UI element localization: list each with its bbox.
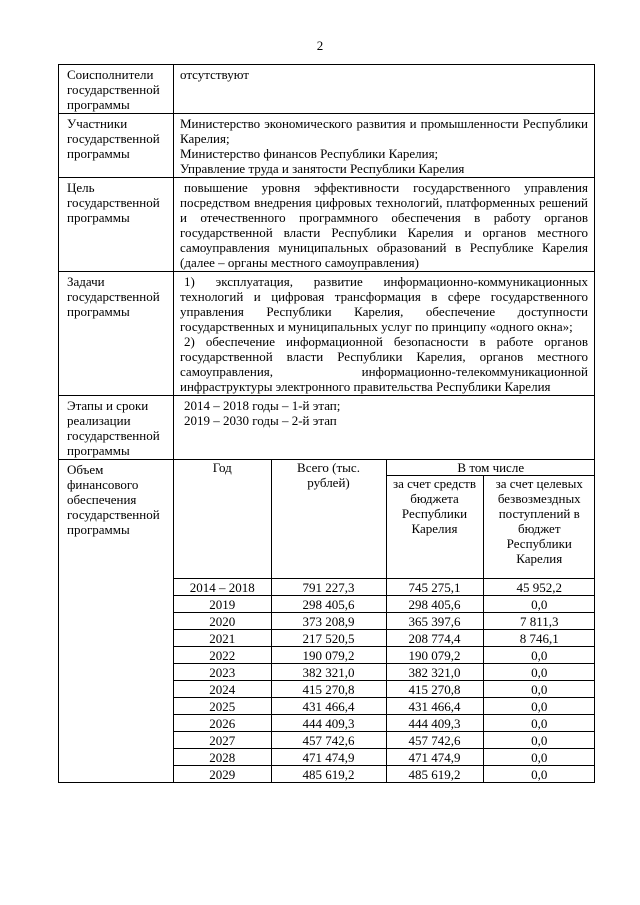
- tasks-row: [59, 272, 595, 396]
- co-executors-value: отсутствуют: [174, 65, 595, 114]
- header-total: Всего (тыс. рублей): [271, 460, 386, 579]
- cell-gratuitous: 0,0: [483, 681, 595, 698]
- tasks-value: [174, 272, 595, 396]
- task-item: 1) эксплуатация, развитие информационно-коммуникационных технологий и цифровая трансформация в сфере государственного управления Республики Карелия, обеспечение доступности государственных и муниципальных услуг по принципу «одного окна»;: [180, 274, 588, 334]
- finance-data-row: [174, 715, 595, 732]
- cell-gratuitous: 0,0: [483, 596, 595, 613]
- cell-gratuitous: 0,0: [483, 732, 595, 749]
- cell-total: 298 405,6: [271, 596, 386, 613]
- cell-year: 2026: [174, 715, 271, 732]
- finance-data-row: [174, 596, 595, 613]
- cell-year: 2019: [174, 596, 271, 613]
- cell-gratuitous: 0,0: [483, 647, 595, 664]
- goal-row: [59, 178, 595, 272]
- cell-gratuitous: 0,0: [483, 715, 595, 732]
- finance-data-row: [174, 681, 595, 698]
- cell-budget: 471 474,9: [386, 749, 483, 766]
- cell-year: 2023: [174, 664, 271, 681]
- stages-row: [59, 396, 595, 460]
- finance-table: [174, 460, 595, 782]
- cell-budget: 365 397,6: [386, 613, 483, 630]
- stages-value: [174, 396, 595, 460]
- task-item: 2) обеспечение информационной безопасности в работе органов государственной власти Республики Карелия, органов местного самоуправления, информационно-телекоммуникационной инфраструктуры электронного правительства Республики Карелия: [180, 334, 588, 394]
- cell-budget: 190 079,2: [386, 647, 483, 664]
- header-year: Год: [174, 460, 271, 579]
- stage-item: 2019 – 2030 годы – 2-й этап: [184, 413, 337, 428]
- cell-year: 2020: [174, 613, 271, 630]
- finance-data-row: [174, 613, 595, 630]
- stages-label: Этапы и сроки реализации государственной программы: [59, 396, 174, 460]
- header-gratuitous: за счет целевых безвозмездных поступлений в бюджет Республики Карелия: [483, 476, 595, 579]
- header-budget: за счет средств бюджета Республики Карелия: [386, 476, 483, 579]
- goal-value: [174, 178, 595, 272]
- cell-budget: 382 321,0: [386, 664, 483, 681]
- participants-value: [174, 114, 595, 178]
- cell-total: 190 079,2: [271, 647, 386, 664]
- cell-year: 2021: [174, 630, 271, 647]
- cell-total: 471 474,9: [271, 749, 386, 766]
- cell-year: 2014 – 2018: [174, 579, 271, 596]
- participants-label: Участники государственной программы: [59, 114, 174, 178]
- cell-budget: 745 275,1: [386, 579, 483, 596]
- finance-data-row: [174, 766, 595, 783]
- cell-gratuitous: 7 811,3: [483, 613, 595, 630]
- cell-budget: 444 409,3: [386, 715, 483, 732]
- cell-year: 2027: [174, 732, 271, 749]
- cell-total: 485 619,2: [271, 766, 386, 783]
- cell-year: 2024: [174, 681, 271, 698]
- cell-total: 415 270,8: [271, 681, 386, 698]
- finance-data-row: [174, 579, 595, 596]
- co-executors-row: [59, 65, 595, 114]
- page-number: 2: [316, 38, 324, 53]
- participant-item: Министерство экономического развития и промышленности Республики Карелия;: [180, 116, 588, 146]
- finance-label: Объем финансового обеспечения государственной программы: [59, 460, 174, 783]
- cell-budget: 485 619,2: [386, 766, 483, 783]
- finance-data-row: [174, 732, 595, 749]
- finance-data-row: [174, 749, 595, 766]
- finance-data-row: [174, 647, 595, 664]
- passport-table: [58, 64, 595, 783]
- cell-gratuitous: 0,0: [483, 664, 595, 681]
- finance-cell: [174, 460, 595, 783]
- cell-year: 2029: [174, 766, 271, 783]
- cell-year: 2022: [174, 647, 271, 664]
- cell-year: 2025: [174, 698, 271, 715]
- finance-data-row: [174, 698, 595, 715]
- header-incl: В том числе: [386, 460, 595, 476]
- cell-gratuitous: 0,0: [483, 749, 595, 766]
- goal-text: повышение уровня эффективности государственного управления посредством внедрения цифровых технологий, платформенных решений и отечественного программного обеспечения в работу органов государственной власти Республики Карелия и органов местного самоуправления муниципальных образований в Республике Карелия (далее – органы местного самоуправления): [180, 180, 588, 270]
- cell-total: 457 742,6: [271, 732, 386, 749]
- cell-year: 2028: [174, 749, 271, 766]
- cell-budget: 457 742,6: [386, 732, 483, 749]
- cell-gratuitous: 45 952,2: [483, 579, 595, 596]
- finance-data-row: [174, 664, 595, 681]
- finance-data-row: [174, 630, 595, 647]
- cell-total: 382 321,0: [271, 664, 386, 681]
- tasks-label: Задачи государственной программы: [59, 272, 174, 396]
- participants-row: [59, 114, 595, 178]
- participant-item: Управление труда и занятости Республики Карелия: [180, 161, 465, 176]
- cell-total: 373 208,9: [271, 613, 386, 630]
- cell-total: 217 520,5: [271, 630, 386, 647]
- finance-header-row: [174, 460, 595, 476]
- cell-budget: 208 774,4: [386, 630, 483, 647]
- finance-row: [59, 460, 595, 783]
- cell-gratuitous: 8 746,1: [483, 630, 595, 647]
- goal-label: Цель государственной программы: [59, 178, 174, 272]
- cell-budget: 415 270,8: [386, 681, 483, 698]
- cell-total: 444 409,3: [271, 715, 386, 732]
- co-executors-label: Соисполнители государственной программы: [59, 65, 174, 114]
- cell-gratuitous: 0,0: [483, 766, 595, 783]
- participant-item: Министерство финансов Республики Карелия;: [180, 146, 439, 161]
- cell-total: 431 466,4: [271, 698, 386, 715]
- cell-budget: 431 466,4: [386, 698, 483, 715]
- cell-total: 791 227,3: [271, 579, 386, 596]
- stage-item: 2014 – 2018 годы – 1-й этап;: [184, 398, 341, 413]
- cell-gratuitous: 0,0: [483, 698, 595, 715]
- cell-budget: 298 405,6: [386, 596, 483, 613]
